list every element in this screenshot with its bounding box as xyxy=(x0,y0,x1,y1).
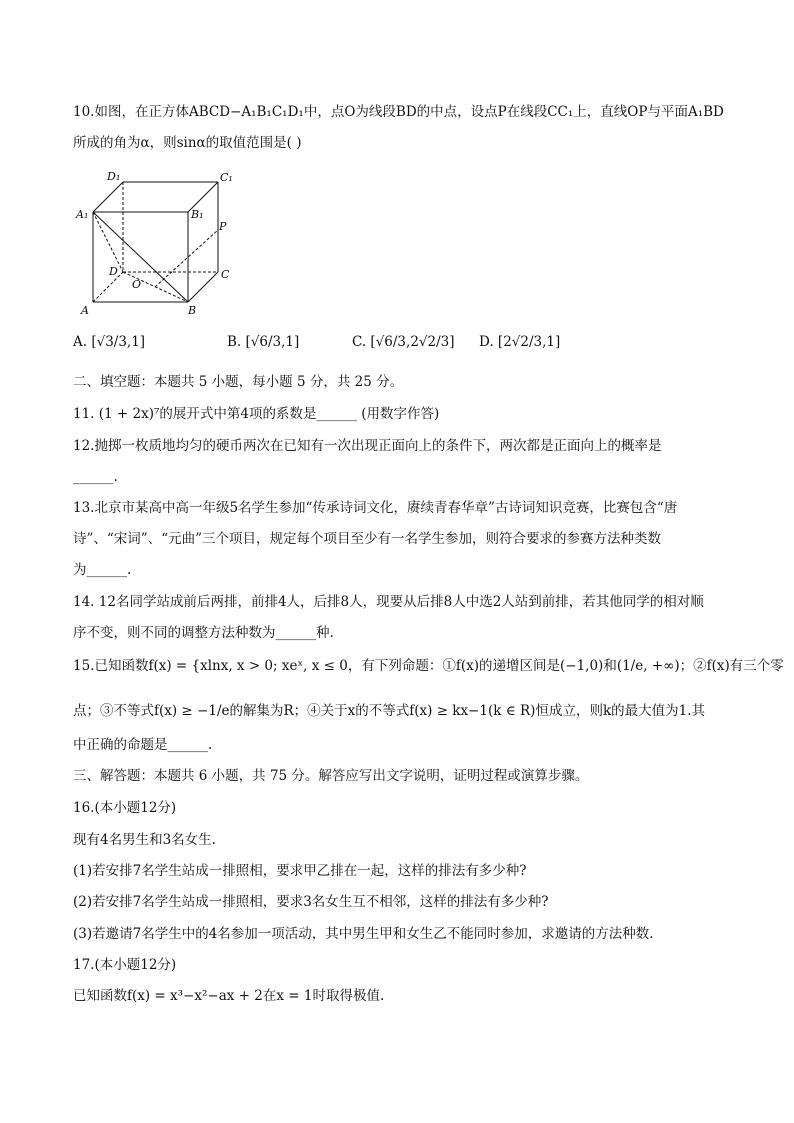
label-O: O xyxy=(132,278,142,291)
q10-option-c: C. [√6/3,2√2/3] xyxy=(352,334,455,350)
q16-part3: (3)若邀请7名学生中的4名参加一项活动，其中男生甲和女生乙不能同时参加，求邀请的方法种数. xyxy=(73,926,654,942)
q17-stem: 已知函数f(x) = x³−x²−ax + 2在x = 1时取得极值. xyxy=(73,988,385,1004)
segment-A1D xyxy=(93,212,123,272)
q10-option-a: A. [√3/3,1] xyxy=(73,334,146,350)
cube-figure xyxy=(73,168,243,318)
q16-header: 16.(本小题12分) xyxy=(73,800,177,816)
label-D: D xyxy=(109,265,118,278)
label-B: B xyxy=(188,304,197,317)
q14-stem-line1: 14. 12名同学站成前后两排，前排4人，后排8人，现要从后排8人中选2人站到前排，若其他同学的相对顺 xyxy=(73,594,704,610)
edge-D1A1 xyxy=(93,182,123,212)
q13-stem-line1: 13.北京市某高中高一年级5名学生参加“传承诗词文化，赓续青春华章”古诗词知识竞赛，比赛包含“唐 xyxy=(73,500,678,516)
q15-stem-line3: 中正确的命题是______. xyxy=(73,737,213,753)
q16-part1: (1)若安排7名学生站成一排照相，要求甲乙排在一起，这样的排法有多少种? xyxy=(73,863,527,879)
q16-part2: (2)若安排7名学生站成一排照相，要求3名女生互不相邻，这样的排法有多少种? xyxy=(73,894,549,910)
edge-AD xyxy=(93,272,123,302)
q10-option-b: B. [√6/3,1] xyxy=(227,334,300,350)
label-P: P xyxy=(219,220,227,233)
q10-option-d: D. [2√2/3,1] xyxy=(479,334,561,350)
q10-stem-line1: 10.如图，在正方体ABCD−A₁B₁C₁D₁中，点O为线段BD的中点，设点P在线段CC₁上，直线OP与平面A₁BD xyxy=(73,104,724,120)
label-C1: C₁ xyxy=(220,171,233,184)
label-A1: A₁ xyxy=(76,208,89,221)
q15-stem-line1: 15.已知函数f(x) = {xlnx, x > 0; xeˣ, x ≤ 0，有下列命题：①f(x)的递增区间是(−1,0)和(1/e, +∞)；②f(x)有三个零 xyxy=(73,658,784,674)
segment-OP xyxy=(155,230,218,287)
q10-stem-line2: 所成的角为α，则sinα的取值范围是( ) xyxy=(73,135,302,151)
q14-stem-line2: 序不变，则不同的调整方法种数为______种. xyxy=(73,625,334,641)
section-3-heading: 三、解答题：本题共 6 小题，共 75 分。解答应写出文字说明，证明过程或演算步骤。 xyxy=(73,768,589,784)
q16-intro: 现有4名男生和3名女生. xyxy=(73,832,216,848)
label-D1: D₁ xyxy=(107,170,121,183)
edge-BC xyxy=(188,272,218,302)
cube-diagram xyxy=(73,168,243,318)
label-C: C xyxy=(221,268,230,281)
q13-stem-line3: 为______. xyxy=(73,562,132,578)
q17-header: 17.(本小题12分) xyxy=(73,957,177,973)
q12-stem-line1: 12.抛掷一枚质地均匀的硬币两次在已知有一次出现正面向上的条件下，两次都是正面向上的概率是 xyxy=(73,438,662,454)
section-2-heading: 二、填空题：本题共 5 小题，每小题 5 分，共 25 分。 xyxy=(73,374,404,390)
q15-stem-line2: 点；③不等式f(x) ≥ −1/e的解集为R；④关于x的不等式f(x) ≥ kx−1(k ∈ R)恒成立，则k的最大值为1.其 xyxy=(73,703,706,719)
label-B1: B₁ xyxy=(191,208,204,221)
q13-stem-line2: 诗”、“宋词”、“元曲”三个项目，规定每个项目至少有一名学生参加，则符合要求的参赛方法种类数 xyxy=(73,531,662,547)
q11-stem: 11. (1 + 2x)⁷的展开式中第4项的系数是______ (用数字作答) xyxy=(73,406,440,422)
label-A: A xyxy=(81,304,89,317)
q12-stem-line2: ______. xyxy=(73,469,118,485)
